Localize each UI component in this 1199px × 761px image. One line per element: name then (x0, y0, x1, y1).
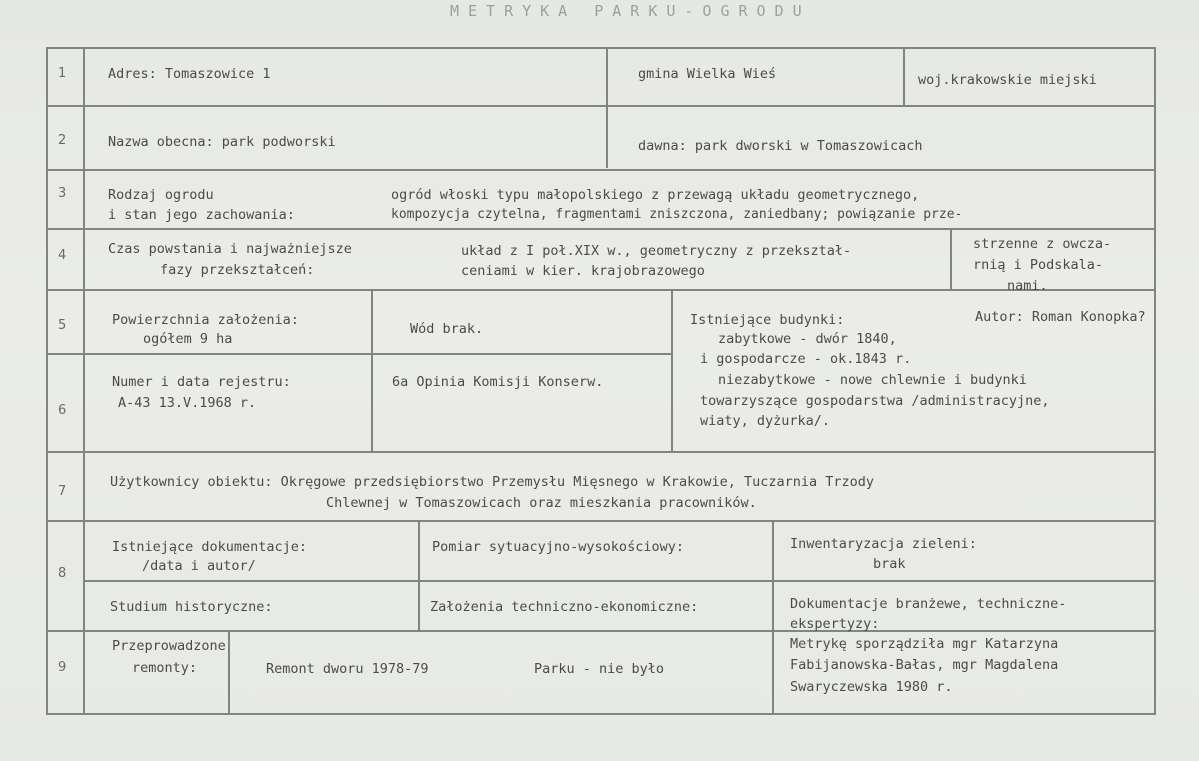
frame-bottom (46, 713, 1156, 715)
garden-type-label: i stan jego zachowania: (108, 207, 295, 223)
creation-time-value: układ z I poł.XIX w., geometryczny z przekształ- (461, 243, 852, 259)
cell-divider (418, 520, 420, 631)
buildings-value: i gospodarcze - ok.1843 r. (700, 351, 912, 367)
users-field: Chlewnej w Tomaszowicach oraz mieszkania pracowników. (326, 495, 757, 511)
branch-documentation-field: ekspertyzy: (790, 616, 880, 632)
former-name-field: dawna: park dworski w Tomaszowicach (638, 138, 923, 154)
garden-type-value: kompozycja czytelna, fragmentami zniszczona, zaniedbany; powiązanie prze- (391, 207, 963, 222)
row-number: 1 (58, 66, 67, 81)
row-number: 5 (58, 318, 67, 333)
row-divider (46, 105, 1156, 107)
current-name-field: Nazwa obecna: park podworski (108, 134, 336, 150)
row-divider (46, 630, 1156, 632)
row-number: 8 (58, 566, 67, 581)
repairs-label: remonty: (132, 660, 198, 676)
buildings-value: zabytkowe - dwór 1840, (718, 331, 897, 347)
row-divider (46, 451, 1156, 453)
creation-time-label: Czas powstania i najważniejsze (108, 241, 352, 257)
register-value: A-43 13.V.1968 r. (118, 395, 257, 411)
park-repair-field: Parku - nie było (534, 661, 665, 677)
area-label: Powierzchnia założenia: (112, 312, 299, 328)
number-column-divider (83, 47, 85, 715)
frame-top (46, 47, 1156, 49)
greenery-inventory-label: Inwentaryzacja zieleni: (790, 536, 977, 552)
buildings-value: towarzyszące gospodarstwa /administracyjne, (700, 393, 1050, 409)
documentation-label: Istniejące dokumentacje: (112, 539, 308, 555)
row-divider (46, 289, 1156, 291)
row-number: 2 (58, 133, 67, 148)
row-divider (46, 353, 672, 355)
creation-time-label: fazy przekształceń: (160, 262, 315, 278)
author-field: Autor: Roman Konopka? (975, 309, 1146, 325)
cell-divider (772, 520, 774, 715)
manor-repair-field: Remont dworu 1978-79 (266, 661, 429, 677)
spatial-link-note: rnią i Podskala- (973, 257, 1104, 273)
row-number: 4 (58, 248, 67, 263)
address-field: Adres: Tomaszowice 1 (108, 66, 271, 82)
row-number: 9 (58, 660, 67, 675)
conservation-opinion-field: 6a Opinia Komisji Konserw. (392, 374, 604, 390)
row-divider (46, 520, 1156, 522)
cell-divider (228, 630, 230, 715)
historical-study-field: Studium historyczne: (110, 599, 273, 615)
spatial-link-note: nami. (1007, 278, 1048, 294)
technical-assumptions-field: Założenia techniczno-ekonomiczne: (430, 599, 699, 615)
row-divider (83, 580, 1156, 582)
cell-divider (903, 47, 905, 106)
documentation-label: /data i autor/ (142, 558, 256, 574)
spatial-link-note: strzenne z owcza- (973, 236, 1112, 252)
buildings-value: niezabytkowe - nowe chlewnie i budynki (718, 372, 1027, 388)
buildings-value: wiaty, dyżurka/. (700, 413, 831, 429)
repairs-label: Przeprowadzone (112, 638, 226, 654)
prepared-by-field: Metrykę sporządziła mgr Katarzyna (790, 636, 1059, 652)
frame-left (46, 47, 48, 715)
cell-divider (606, 47, 608, 168)
buildings-label: Istniejące budynki: (690, 312, 845, 328)
cell-divider (671, 289, 673, 452)
garden-type-value: ogród włoski typu małopolskiego z przewagą układu geometrycznego, (391, 187, 920, 203)
document-title: METRYKA PARKU-OGRODU (450, 2, 811, 20)
voivodeship-field: woj.krakowskie miejski (918, 72, 1097, 88)
commune-field: gmina Wielka Wieś (638, 66, 777, 82)
register-label: Numer i data rejestru: (112, 374, 291, 390)
row-divider (46, 169, 1156, 171)
prepared-by-field: Fabijanowska-Bałas, mgr Magdalena (790, 657, 1059, 673)
row-divider (46, 228, 1156, 230)
cell-divider (371, 289, 373, 452)
frame-right (1154, 47, 1156, 715)
row-number: 3 (58, 186, 67, 201)
branch-documentation-field: Dokumentacje branżewe, techniczne- (790, 596, 1067, 612)
area-value: ogółem 9 ha (143, 331, 233, 347)
cell-divider (950, 228, 952, 290)
prepared-by-field: Swaryczewska 1980 r. (790, 679, 953, 695)
row-number: 6 (58, 403, 67, 418)
survey-field: Pomiar sytuacyjno-wysokościowy: (432, 539, 684, 555)
water-field: Wód brak. (410, 321, 484, 337)
garden-type-label: Rodzaj ogrodu (108, 187, 214, 203)
creation-time-value: ceniami w kier. krajobrazowego (461, 263, 705, 279)
greenery-inventory-value: brak (873, 556, 906, 572)
users-field: Użytkownicy obiektu: Okręgowe przedsiębiorstwo Przemysłu Mięsnego w Krakowie, Tuczarnia Trzody (110, 474, 875, 490)
row-number: 7 (58, 484, 67, 499)
